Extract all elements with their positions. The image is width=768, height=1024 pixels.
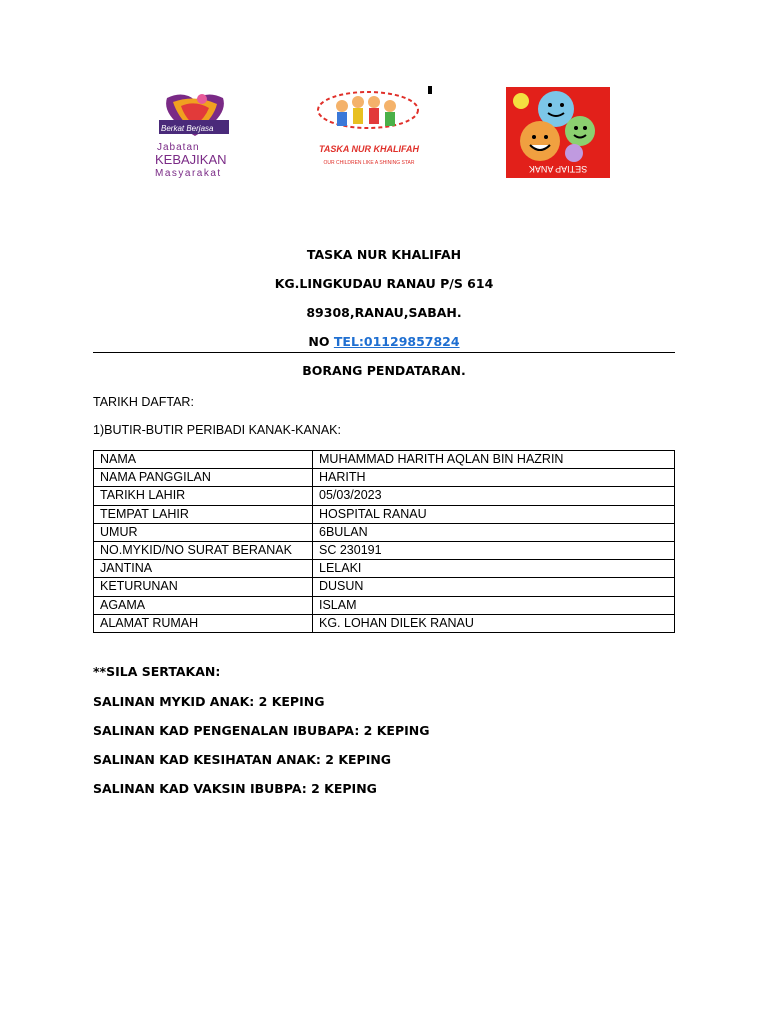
table-row xyxy=(94,523,675,541)
table-row xyxy=(94,578,675,596)
phone-link[interactable]: TEL:01129857824 xyxy=(333,334,460,349)
row-value: 6BULAN xyxy=(313,523,675,541)
row-value: HOSPITAL RANAU xyxy=(313,505,675,523)
setiap-anak-caption: SETIAP ANAK xyxy=(528,164,588,174)
row-value: MUHAMMAD HARITH AQLAN BIN HAZRIN xyxy=(313,451,675,469)
row-label: AGAMA xyxy=(94,596,313,614)
taska-logo xyxy=(306,86,432,176)
phone-prefix: NO xyxy=(308,334,334,349)
table-row xyxy=(94,614,675,632)
row-label: NAMA xyxy=(94,451,313,469)
row-label: TARIKH LAHIR xyxy=(94,487,313,505)
row-label: TEMPAT LAHIR xyxy=(94,505,313,523)
jkm-line3: Masyarakat xyxy=(155,168,222,178)
attachment-item: SALINAN KAD KESIHATAN ANAK: 2 KEPING xyxy=(93,752,392,767)
tarikh-daftar-label: TARIKH DAFTAR: xyxy=(93,395,194,409)
address-line-2: 89308,RANAU,SABAH. xyxy=(306,305,462,320)
attachment-item: SALINAN KAD PENGENALAN IBUBAPA: 2 KEPING xyxy=(93,723,430,738)
row-label: ALAMAT RUMAH xyxy=(94,614,313,632)
row-label: JANTINA xyxy=(94,560,313,578)
row-value: KG. LOHAN DILEK RANAU xyxy=(313,614,675,632)
table-row xyxy=(94,487,675,505)
jkm-logo xyxy=(155,90,245,178)
row-value: DUSUN xyxy=(313,578,675,596)
header-divider xyxy=(93,352,675,353)
taska-name: TASKA NUR KHALIFAH xyxy=(306,247,462,262)
row-value: ISLAM xyxy=(313,596,675,614)
setiap-anak-logo xyxy=(506,87,610,178)
row-value: SC 230191 xyxy=(313,541,675,559)
jkm-line1: Jabatan xyxy=(157,142,200,153)
table-row xyxy=(94,505,675,523)
row-label: KETURUNAN xyxy=(94,578,313,596)
attachments-title: **SILA SERTAKAN: xyxy=(93,664,221,679)
taska-logo-tagline: OUR CHILDREN LIKE A SHINING STAR xyxy=(323,160,415,166)
table-row xyxy=(94,469,675,487)
phone-line xyxy=(0,334,768,349)
table-row xyxy=(94,560,675,578)
section-title: 1)BUTIR-BUTIR PERIBADI KANAK-KANAK: xyxy=(93,423,341,437)
row-value: LELAKI xyxy=(313,560,675,578)
attachment-item: SALINAN KAD VAKSIN IBUBPA: 2 KEPING xyxy=(93,781,377,796)
row-label: UMUR xyxy=(94,523,313,541)
jkm-line2: KEBAJIKAN xyxy=(155,152,227,167)
personal-details-table xyxy=(93,450,675,633)
form-title: BORANG PENDATARAN. xyxy=(302,363,466,378)
row-label: NAMA PANGGILAN xyxy=(94,469,313,487)
row-value: HARITH xyxy=(313,469,675,487)
table-row xyxy=(94,596,675,614)
attachment-item: SALINAN MYKID ANAK: 2 KEPING xyxy=(93,694,325,709)
table-row xyxy=(94,451,675,469)
jkm-motto: Berkat Berjasa xyxy=(161,124,214,133)
row-value: 05/03/2023 xyxy=(313,487,675,505)
taska-logo-title: TASKA NUR KHALIFAH xyxy=(319,144,419,154)
address-line-1: KG.LINGKUDAU RANAU P/S 614 xyxy=(274,276,494,291)
table-row xyxy=(94,541,675,559)
row-label: NO.MYKID/NO SURAT BERANAK xyxy=(94,541,313,559)
